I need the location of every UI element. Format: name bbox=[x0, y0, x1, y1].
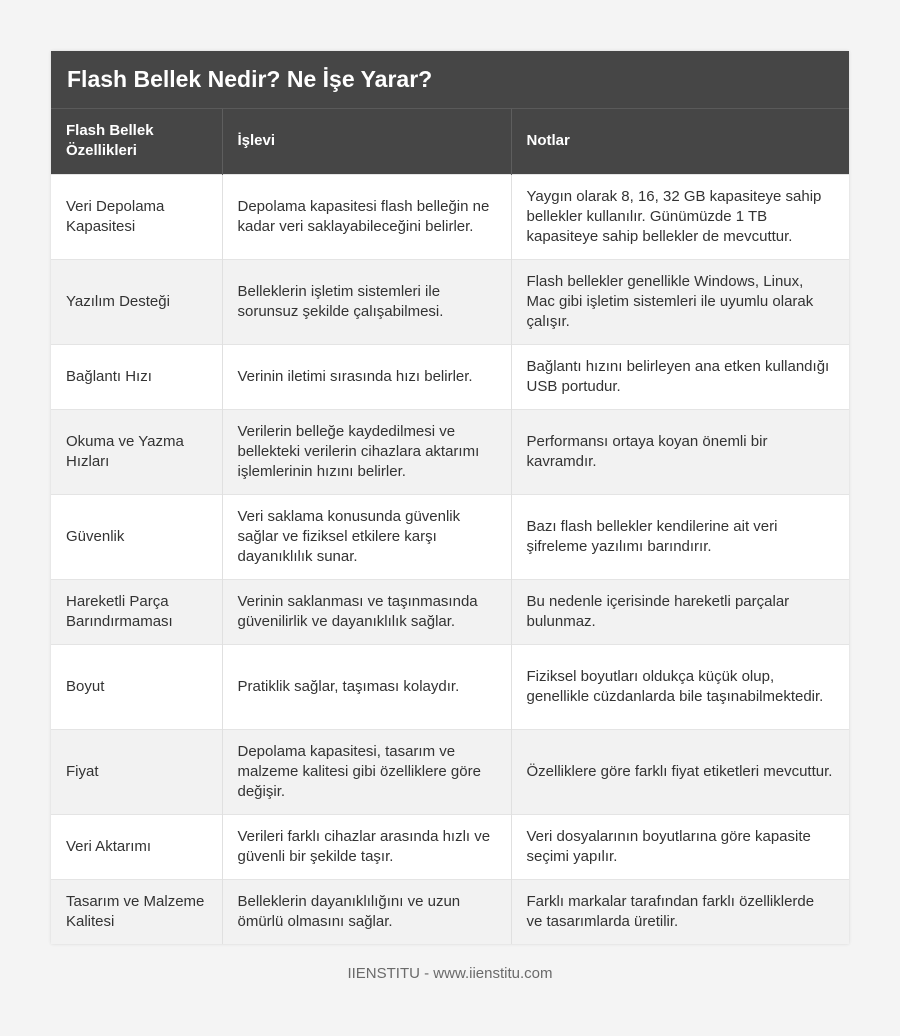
table-row bbox=[51, 344, 849, 409]
cell-notes: Flash bellekler genellikle Windows, Linux, Mac gibi işletim sistemleri ile uyumlu olarak çalışır. bbox=[511, 259, 849, 344]
cell-function: Belleklerin işletim sistemleri ile sorunsuz şekilde çalışabilmesi. bbox=[222, 259, 511, 344]
cell-feature: Boyut bbox=[51, 644, 222, 729]
cell-function: Belleklerin dayanıklılığını ve uzun ömürlü olmasını sağlar. bbox=[222, 879, 511, 944]
table-card bbox=[51, 51, 849, 944]
cell-notes: Veri dosyalarının boyutlarına göre kapasite seçimi yapılır. bbox=[511, 814, 849, 879]
table-row bbox=[51, 494, 849, 579]
table-row bbox=[51, 259, 849, 344]
cell-notes: Özelliklere göre farklı fiyat etiketleri mevcuttur. bbox=[511, 729, 849, 814]
cell-notes: Yaygın olarak 8, 16, 32 GB kapasiteye sahip bellekler kullanılır. Günümüzde 1 TB kapasiteye sahip bellekler de mevcuttur. bbox=[511, 174, 849, 259]
features-table bbox=[51, 109, 849, 944]
table-row bbox=[51, 879, 849, 944]
table-row bbox=[51, 814, 849, 879]
table-row bbox=[51, 174, 849, 259]
cell-function: Pratiklik sağlar, taşıması kolaydır. bbox=[222, 644, 511, 729]
cell-notes: Bağlantı hızını belirleyen ana etken kullandığı USB portudur. bbox=[511, 344, 849, 409]
cell-notes: Farklı markalar tarafından farklı özelliklerde ve tasarımlarda üretilir. bbox=[511, 879, 849, 944]
cell-function: Verinin saklanması ve taşınmasında güvenilirlik ve dayanıklılık sağlar. bbox=[222, 579, 511, 644]
cell-notes: Bu nedenle içerisinde hareketli parçalar bulunmaz. bbox=[511, 579, 849, 644]
cell-function: Verinin iletimi sırasında hızı belirler. bbox=[222, 344, 511, 409]
cell-function: Veri saklama konusunda güvenlik sağlar ve fiziksel etkilere karşı dayanıklılık sunar. bbox=[222, 494, 511, 579]
table-row bbox=[51, 644, 849, 729]
cell-feature: Bağlantı Hızı bbox=[51, 344, 222, 409]
cell-feature: Yazılım Desteği bbox=[51, 259, 222, 344]
page-title: Flash Bellek Nedir? Ne İşe Yarar? bbox=[51, 51, 849, 109]
table-header-row bbox=[51, 109, 849, 174]
cell-feature: Tasarım ve Malzeme Kalitesi bbox=[51, 879, 222, 944]
cell-feature: Veri Depolama Kapasitesi bbox=[51, 174, 222, 259]
cell-feature: Fiyat bbox=[51, 729, 222, 814]
cell-function: Verilerin belleğe kaydedilmesi ve bellekteki verilerin cihazlara aktarımı işlemlerinin hızını belirler. bbox=[222, 409, 511, 494]
cell-feature: Güvenlik bbox=[51, 494, 222, 579]
cell-notes: Fiziksel boyutları oldukça küçük olup, genellikle cüzdanlarda bile taşınabilmektedir. bbox=[511, 644, 849, 729]
cell-feature: Okuma ve Yazma Hızları bbox=[51, 409, 222, 494]
footer-credit: IIENSTITU - www.iienstitu.com bbox=[347, 965, 553, 982]
cell-function: Verileri farklı cihazlar arasında hızlı ve güvenli bir şekilde taşır. bbox=[222, 814, 511, 879]
table-row bbox=[51, 579, 849, 644]
cell-notes: Bazı flash bellekler kendilerine ait veri şifreleme yazılımı barındırır. bbox=[511, 494, 849, 579]
column-header-function: İşlevi bbox=[222, 109, 511, 174]
cell-feature: Hareketli Parça Barındırmaması bbox=[51, 579, 222, 644]
cell-feature: Veri Aktarımı bbox=[51, 814, 222, 879]
cell-function: Depolama kapasitesi, tasarım ve malzeme kalitesi gibi özelliklere göre değişir. bbox=[222, 729, 511, 814]
cell-notes: Performansı ortaya koyan önemli bir kavramdır. bbox=[511, 409, 849, 494]
table-row bbox=[51, 729, 849, 814]
table-row bbox=[51, 409, 849, 494]
column-header-features: Flash Bellek Özellikleri bbox=[51, 109, 222, 174]
cell-function: Depolama kapasitesi flash belleğin ne kadar veri saklayabileceğini belirler. bbox=[222, 174, 511, 259]
column-header-notes: Notlar bbox=[511, 109, 849, 174]
